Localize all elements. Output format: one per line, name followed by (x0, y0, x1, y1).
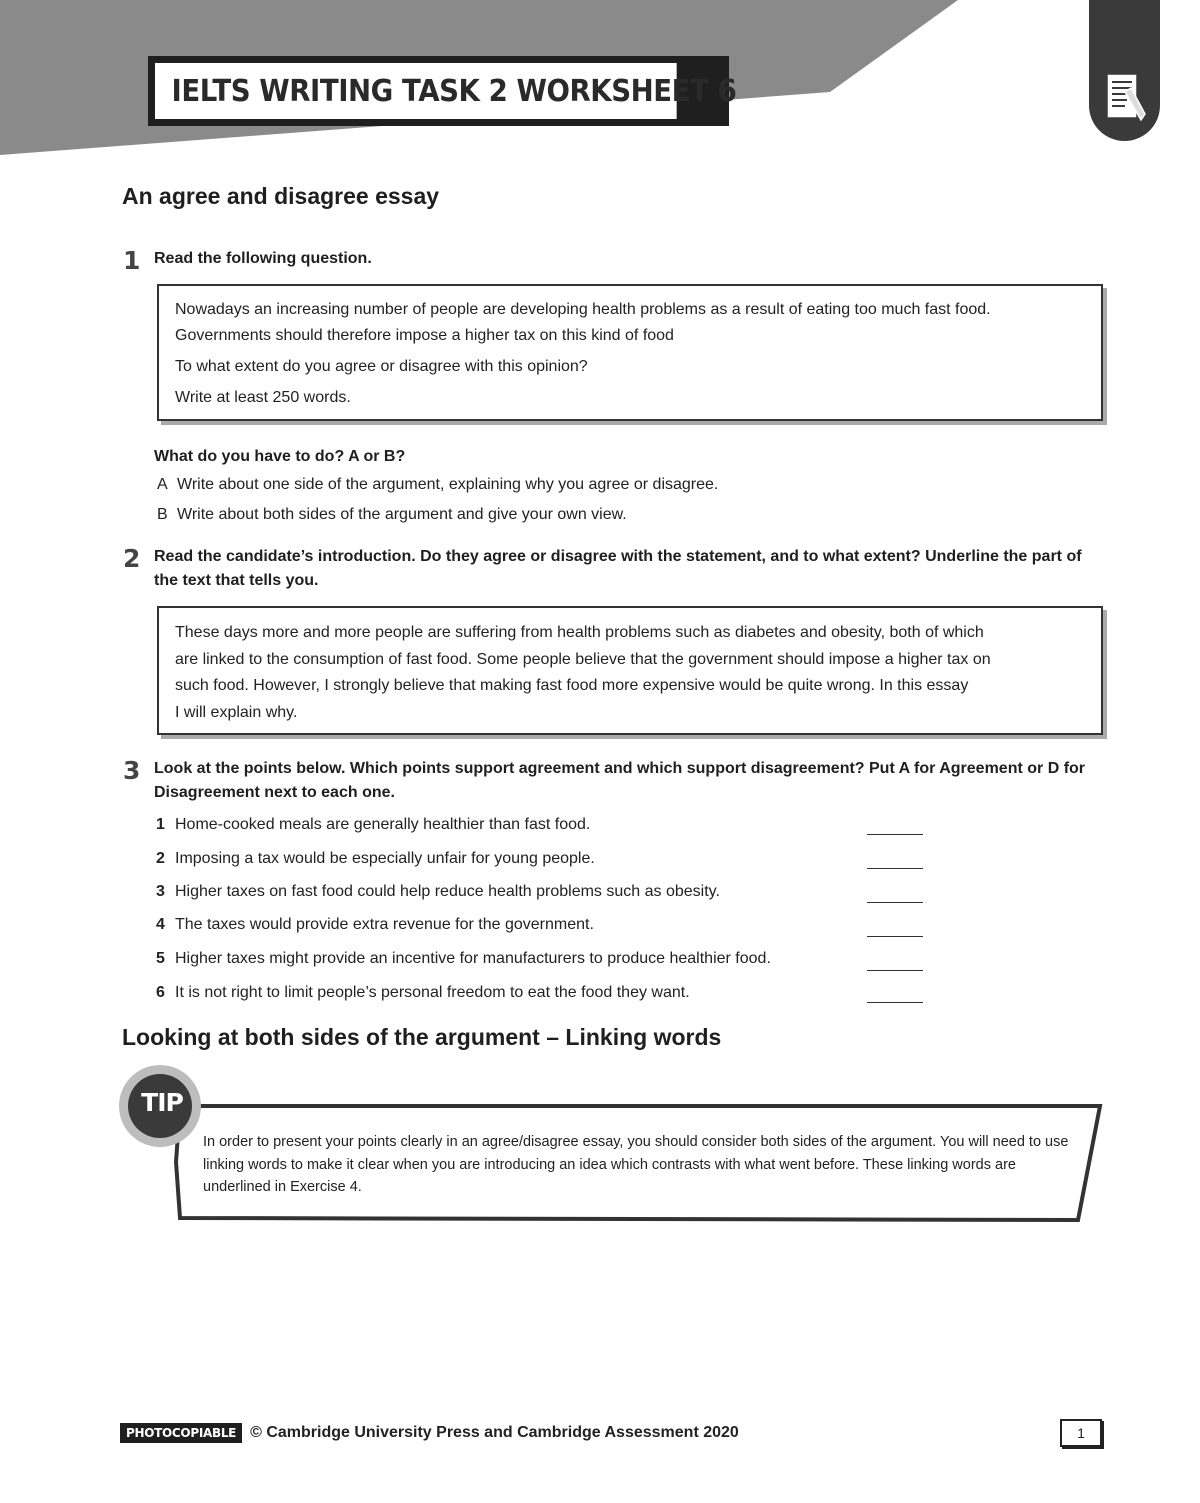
candidate-introduction-box (157, 606, 1103, 735)
point-number: 3 (156, 883, 165, 900)
worksheet-pencil-icon (1103, 70, 1147, 126)
worksheet-tab (1089, 0, 1160, 141)
answer-blank-3[interactable] (867, 886, 923, 903)
essay-question-line: Write at least 250 words. (175, 389, 351, 406)
introduction-line: such food. However, I strongly believe that making fast food more expensive would be quite wrong. In this essay (175, 677, 969, 694)
photocopiable-badge: PHOTOCOPIABLE (120, 1423, 242, 1443)
tip-badge: TIP (141, 1088, 183, 1117)
question-1-instruction: Read the following question. (154, 250, 372, 267)
point-text: It is not right to limit people’s personal freedom to eat the food they want. (175, 984, 690, 1001)
option-letter: B (157, 506, 168, 523)
point-number: 2 (156, 850, 165, 867)
answer-blank-5[interactable] (867, 954, 923, 971)
point-text: Imposing a tax would be especially unfair for young people. (175, 850, 595, 867)
copyright-text: © Cambridge University Press and Cambridge Assessment 2020 (250, 1424, 739, 1441)
tip-text: In order to present your points clearly in an agree/disagree essay, you should consider both sides of the argument. You will need to use linking words to make it clear when you are introducing an idea which contrasts with what went before. These linking words are underlined in Exercise 4. (203, 1134, 1069, 1195)
point-number: 4 (156, 916, 165, 933)
point-item (156, 850, 595, 868)
page-number: 1 (1060, 1419, 1102, 1447)
option-b (157, 506, 627, 524)
essay-question-line: Governments should therefore impose a higher tax on this kind of food (175, 327, 674, 344)
footer (120, 1420, 739, 1446)
section-heading-linking-words: Looking at both sides of the argument – Linking words (122, 1024, 722, 1050)
question-number-1: 1 (123, 246, 141, 275)
option-text: Write about both sides of the argument and give your own view. (177, 506, 627, 523)
point-item (156, 816, 590, 834)
option-letter: A (157, 476, 168, 493)
section-heading-agree-disagree: An agree and disagree essay (122, 183, 440, 209)
point-item (156, 950, 771, 968)
point-text: The taxes would provide extra revenue for the government. (175, 916, 594, 933)
point-number: 6 (156, 984, 165, 1001)
point-text: Home-cooked meals are generally healthier than fast food. (175, 816, 591, 833)
answer-blank-1[interactable] (867, 818, 923, 835)
essay-question-line: To what extent do you agree or disagree with this opinion? (175, 358, 588, 375)
essay-question-box (157, 284, 1103, 421)
question-3-instruction: Look at the points below. Which points support agreement and which support disagreement? Put A for Agreement or D for Disagreement next to each one. (154, 760, 1086, 801)
question-number-2: 2 (123, 544, 141, 573)
essay-question-line: Nowadays an increasing number of people are developing health problems as a result of eating too much fast food. (175, 301, 991, 318)
answer-blank-6[interactable] (867, 986, 923, 1003)
point-number: 5 (156, 950, 165, 967)
question-2-instruction: Read the candidate’s introduction. Do they agree or disagree with the statement, and to what extent? Underline the part of the text that tells you. (154, 548, 1082, 589)
worksheet-title: IELTS WRITING TASK 2 WORKSHEET 6 (155, 63, 677, 119)
question-1-subquestion: What do you have to do? A or B? (154, 448, 406, 465)
introduction-line: These days more and more people are suffering from health problems such as diabetes and obesity, both of which (175, 624, 984, 641)
introduction-line: I will explain why. (175, 703, 298, 721)
answer-blank-4[interactable] (867, 920, 923, 937)
question-number-3: 3 (123, 756, 141, 785)
point-number: 1 (156, 816, 165, 833)
point-item (156, 984, 690, 1002)
option-text: Write about one side of the argument, explaining why you agree or disagree. (177, 476, 719, 493)
worksheet-title-box (148, 56, 737, 126)
answer-blank-2[interactable] (867, 852, 923, 869)
point-item (156, 883, 720, 901)
point-text: Higher taxes on fast food could help reduce health problems such as obesity. (175, 883, 720, 900)
option-a (157, 476, 718, 494)
introduction-line: are linked to the consumption of fast food. Some people believe that the government should impose a higher tax on (175, 650, 991, 668)
point-item (156, 916, 594, 934)
point-text: Higher taxes might provide an incentive for manufacturers to produce healthier food. (175, 950, 771, 967)
